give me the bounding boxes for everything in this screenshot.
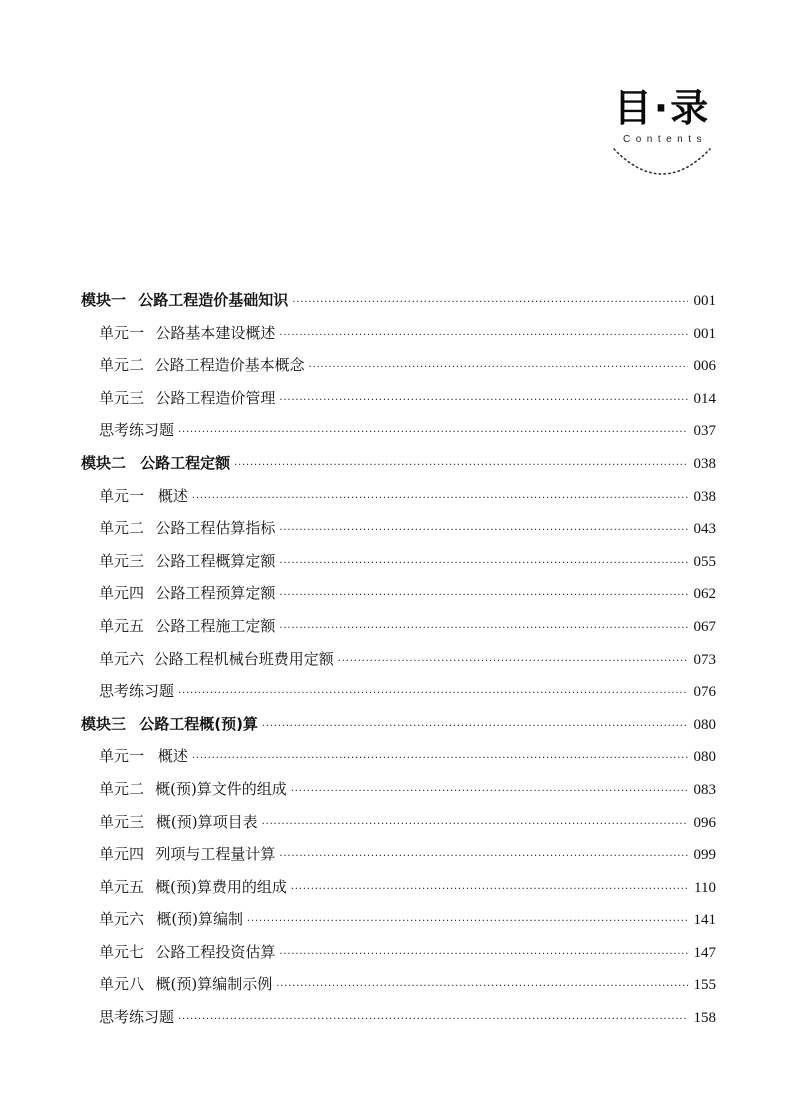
toc-entry-number: 单元二 [99,356,145,375]
dot-leader [279,580,687,613]
toc-page-number: 014 [693,390,716,407]
toc-unit-entry[interactable] [81,968,716,1001]
toc-entry-label: 公路工程概(预)算 [139,714,258,733]
dot-leader [292,287,687,320]
toc-page-number: 155 [693,977,716,994]
toc-entry-label: 公路基本建设概述 [155,323,276,342]
toc-entry-label: 公路工程造价基本概念 [154,356,305,375]
toc-unit-entry[interactable] [81,545,716,578]
dot-leader [247,906,687,939]
toc-unit-entry[interactable] [81,577,716,610]
toc-entry-number: 单元二 [99,519,145,538]
toc-entry-label: 公路工程造价基础知识 [138,291,289,309]
toc-entry-number: 单元四 [99,584,145,603]
toc-unit-entry[interactable] [81,610,716,643]
toc-page-number: 147 [693,944,716,961]
dot-leader [309,352,688,385]
toc-page-number: 067 [693,618,716,635]
toc-entry-number: 单元二 [99,779,145,798]
toc-entry-label: 公路工程机械台班费用定额 [153,649,334,668]
dot-leader [262,711,688,744]
toc-entry-number: 单元一 [99,486,145,505]
page-title: 目·录 [613,86,711,130]
dot-leader [262,809,688,842]
dot-leader [279,515,687,548]
toc-page-number: 006 [693,358,716,375]
toc-unit-entry[interactable] [81,480,716,513]
dot-leader [279,613,687,646]
toc-exercise-entry[interactable] [81,414,716,447]
toc-entry-label: 公路工程定额 [140,453,231,472]
toc-entry-label: 思考练习题 [99,1008,175,1027]
page-subtitle: Contents [622,134,708,145]
toc-unit-entry[interactable] [81,512,716,545]
toc-entry-number: 模块一 [81,291,127,309]
toc-entry-label: 列项与工程量计算 [155,845,276,864]
toc-page-number: 080 [693,716,716,733]
toc-entry-label: 公路工程投资估算 [155,942,276,961]
toc-page-number: 096 [693,814,716,831]
toc-entry-label: 公路工程造价管理 [155,388,276,407]
dot-leader [276,971,687,1004]
toc-page-number: 073 [693,651,716,668]
toc-entry-number: 单元五 [99,877,145,896]
toc-entry-number: 单元五 [99,616,145,635]
dot-leader [279,548,687,581]
toc-entry-number: 单元四 [99,845,145,864]
toc-entry-number: 单元一 [99,747,145,766]
toc-entry-label: 概(预)算文件的组成 [155,779,287,798]
toc-unit-entry[interactable] [81,871,716,904]
toc-page-number: 001 [693,293,716,309]
toc-page-number: 099 [693,847,716,864]
toc-entry-label: 公路工程概算定额 [155,551,276,570]
toc-entry-number: 单元三 [99,388,145,407]
dot-leader [291,776,688,809]
toc-page-number: 141 [693,912,716,929]
dot-leader [178,1004,687,1037]
toc-unit-entry[interactable] [81,349,716,382]
toc-unit-entry[interactable] [81,773,716,806]
toc-page-number: 037 [693,423,716,440]
toc-entry-number: 模块三 [81,714,127,733]
toc-entry-label: 思考练习题 [99,682,175,701]
toc-exercise-entry[interactable] [81,675,716,708]
dot-leader [192,743,688,776]
toc-unit-entry[interactable] [81,903,716,936]
toc-unit-entry[interactable] [81,382,716,415]
dot-leader [279,320,687,353]
toc-unit-entry[interactable] [81,838,716,871]
toc-entry-number: 单元八 [99,975,145,994]
dot-leader [178,678,687,711]
toc-entry-label: 公路工程施工定额 [155,616,276,635]
dot-leader [178,417,687,450]
toc-page-number: 038 [693,488,716,505]
toc-page-number: 110 [694,879,716,896]
dot-leader [279,939,687,972]
toc-module-entry[interactable] [81,447,716,480]
toc-entry-label: 公路工程估算指标 [155,519,276,538]
toc-entry-number: 单元三 [99,812,145,831]
toc-entry-number: 单元六 [99,910,145,929]
toc-unit-entry[interactable] [81,806,716,839]
toc-entry-number: 单元一 [99,323,145,342]
toc-entry-label: 概(预)算编制示例 [155,975,273,994]
toc-unit-entry[interactable] [81,643,716,676]
toc-entry-label: 概述 [157,747,188,766]
toc-entry-label: 概述 [157,486,188,505]
toc-page-number: 158 [693,1010,716,1027]
toc-entry-number: 单元六 [99,649,145,668]
dotted-arc-ornament [610,147,714,175]
dot-leader [234,450,687,483]
toc-exercise-entry[interactable] [81,1001,716,1034]
dot-leader [291,874,688,907]
dot-leader [338,646,688,679]
dot-leader [279,841,687,874]
toc-entry-label: 思考练习题 [99,421,175,440]
toc-entry-label: 概(预)算编制 [156,910,244,929]
toc-entry-label: 概(预)算费用的组成 [155,877,287,896]
dot-leader [192,483,688,516]
toc-entry-label: 概(预)算项目表 [155,812,258,831]
toc-page-number: 038 [693,455,716,472]
toc-header [606,86,718,175]
table-of-contents [81,284,716,1034]
toc-entry-label: 公路工程预算定额 [155,584,276,603]
toc-module-entry[interactable] [81,284,716,317]
toc-page-number: 076 [693,684,716,701]
toc-module-entry[interactable] [81,708,716,741]
toc-entry-number: 模块二 [81,453,127,472]
dot-leader [279,385,687,418]
toc-unit-entry[interactable] [81,740,716,773]
toc-page-number: 080 [693,749,716,766]
toc-page-number: 055 [693,553,716,570]
toc-unit-entry[interactable] [81,936,716,969]
toc-entry-number: 单元七 [99,942,145,961]
toc-page-number: 001 [693,325,716,342]
toc-page-number: 083 [693,781,716,798]
toc-page-number: 043 [693,521,716,538]
toc-page-number: 062 [693,586,716,603]
toc-entry-number: 单元三 [99,551,145,570]
toc-unit-entry[interactable] [81,317,716,350]
